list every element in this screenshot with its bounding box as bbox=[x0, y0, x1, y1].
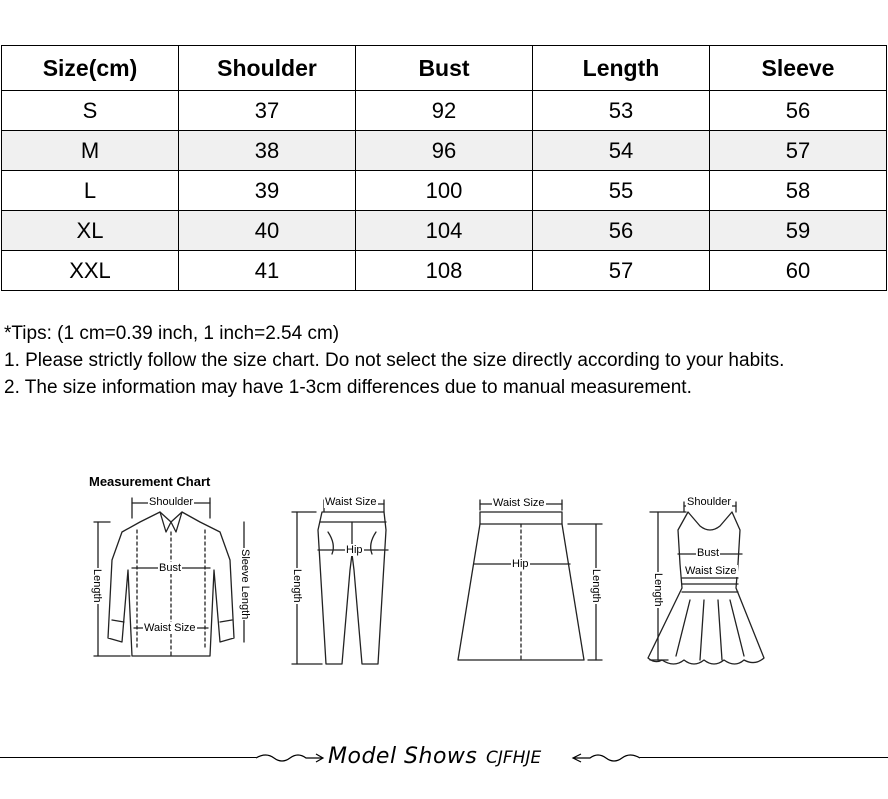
shirt-length-label: Length bbox=[91, 569, 103, 603]
cell-length: 57 bbox=[533, 251, 710, 291]
cell-shoulder: 39 bbox=[179, 171, 356, 211]
skirt-waist-label: Waist Size bbox=[493, 497, 545, 509]
cell-sleeve: 56 bbox=[710, 91, 887, 131]
header-shoulder: Shoulder bbox=[179, 46, 356, 91]
pants-waist-label: Waist Size bbox=[325, 496, 377, 508]
table-row bbox=[2, 171, 887, 211]
shirt-waist-label: Waist Size bbox=[144, 622, 196, 634]
measurement-illustrations bbox=[0, 460, 888, 690]
cell-bust: 96 bbox=[356, 131, 533, 171]
cell-sleeve: 59 bbox=[710, 211, 887, 251]
tips-note-1: 1. Please strictly follow the size chart. Do not select the size directly according to your habits. bbox=[4, 350, 785, 371]
dress-length-label: Length bbox=[652, 573, 664, 607]
skirt-illustration bbox=[458, 500, 602, 660]
cell-size: XL bbox=[2, 211, 179, 251]
cell-size: M bbox=[2, 131, 179, 171]
brand-name: CJFHJE bbox=[486, 748, 542, 768]
pants-hip-label: Hip bbox=[346, 544, 363, 556]
header-length: Length bbox=[533, 46, 710, 91]
cell-bust: 100 bbox=[356, 171, 533, 211]
table-row bbox=[2, 251, 887, 291]
right-swirl-arrow-icon bbox=[570, 748, 640, 768]
cell-length: 54 bbox=[533, 131, 710, 171]
size-table-header-row bbox=[2, 46, 887, 91]
pants-illustration bbox=[292, 500, 388, 664]
skirt-hip-label: Hip bbox=[512, 558, 529, 570]
tips-note-2: 2. The size information may have 1-3cm differences due to manual measurement. bbox=[4, 377, 692, 398]
measurement-chart-title: Measurement Chart bbox=[89, 474, 211, 489]
cell-shoulder: 37 bbox=[179, 91, 356, 131]
cell-sleeve: 60 bbox=[710, 251, 887, 291]
cell-bust: 104 bbox=[356, 211, 533, 251]
pants-length-label: Length bbox=[291, 569, 303, 603]
cell-bust: 92 bbox=[356, 91, 533, 131]
shirt-bust-label: Bust bbox=[159, 562, 182, 574]
skirt-length-label: Length bbox=[590, 569, 602, 603]
cell-size: L bbox=[2, 171, 179, 211]
cell-length: 53 bbox=[533, 91, 710, 131]
table-row bbox=[2, 211, 887, 251]
model-shows-title: Model Shows bbox=[328, 744, 478, 769]
tips-block bbox=[4, 320, 784, 401]
cell-length: 55 bbox=[533, 171, 710, 211]
tips-conversion: *Tips: (1 cm=0.39 inch, 1 inch=2.54 cm) bbox=[4, 323, 340, 344]
header-size: Size(cm) bbox=[2, 46, 179, 91]
cell-shoulder: 41 bbox=[179, 251, 356, 291]
cell-size: XXL bbox=[2, 251, 179, 291]
dress-illustration bbox=[648, 502, 764, 664]
measurement-chart bbox=[0, 460, 888, 690]
size-table bbox=[1, 45, 887, 291]
divider-line-right bbox=[640, 757, 888, 758]
cell-sleeve: 57 bbox=[710, 131, 887, 171]
cell-shoulder: 40 bbox=[179, 211, 356, 251]
table-row bbox=[2, 131, 887, 171]
header-bust: Bust bbox=[356, 46, 533, 91]
left-swirl-arrow-icon bbox=[256, 748, 326, 768]
divider-line-left bbox=[0, 757, 256, 758]
dress-bust-label: Bust bbox=[697, 547, 720, 559]
dress-shoulder-label: Shoulder bbox=[687, 496, 732, 508]
shirt-sleeve-label: Sleeve Length bbox=[239, 549, 251, 620]
cell-shoulder: 38 bbox=[179, 131, 356, 171]
model-shows-divider bbox=[0, 738, 888, 778]
cell-bust: 108 bbox=[356, 251, 533, 291]
dress-waist-label: Waist Size bbox=[685, 565, 737, 577]
table-row bbox=[2, 91, 887, 131]
shirt-shoulder-label: Shoulder bbox=[149, 496, 194, 508]
cell-size: S bbox=[2, 91, 179, 131]
header-sleeve: Sleeve bbox=[710, 46, 887, 91]
cell-sleeve: 58 bbox=[710, 171, 887, 211]
cell-length: 56 bbox=[533, 211, 710, 251]
